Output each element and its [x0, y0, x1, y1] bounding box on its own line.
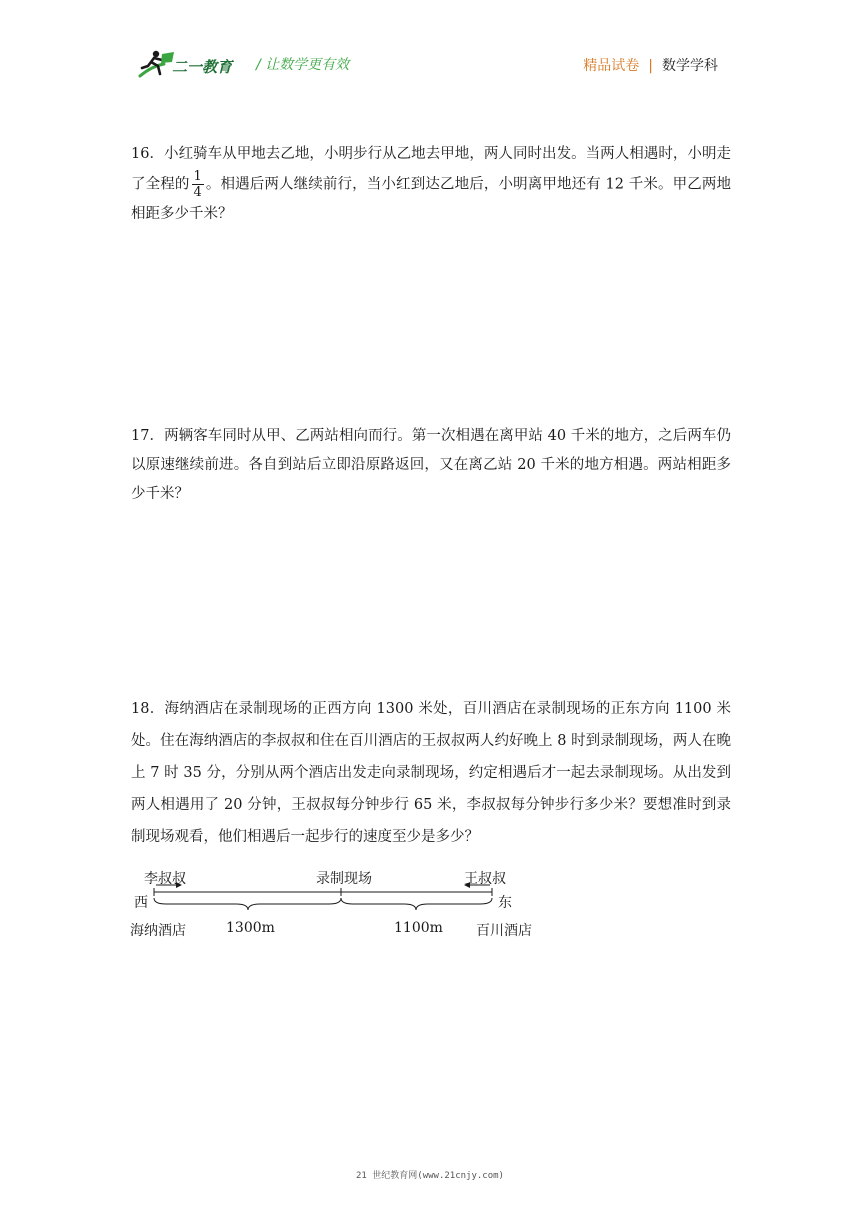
logo-text: 二一教育 — [172, 58, 233, 76]
left-hotel-label: 海纳酒店 — [130, 923, 186, 939]
right-person-label: 王叔叔 — [464, 871, 506, 887]
route-diagram — [126, 862, 546, 952]
page-header — [0, 0, 860, 100]
page-footer: 21 世纪教育网(www.21cnjy.com) — [356, 1171, 504, 1181]
fraction-numerator: 1 — [193, 169, 202, 184]
west-label: 西 — [134, 895, 148, 911]
east-label: 东 — [498, 895, 512, 911]
question-18-text: 18．海纳酒店在录制现场的正西方向 1300 米处，百川酒店在录制现场的正东方向 1100 米处。住在海纳酒店的李叔叔和住在百川酒店的王叔叔两人约好晚上 8 时到录制现场，两人在晚上 7 时 35 分，分别从两个酒店出发走向录制现场，约定相遇后才一起去录制现场。从出发到两人相遇用了 20 分钟，王叔叔每分钟步行 65 米，李叔叔每分钟步行多少米？要想准时到录制现场观看，他们相遇后一起步行的速度至少是多少？ — [131, 701, 731, 845]
right-hotel-label: 百川酒店 — [476, 923, 532, 939]
header-slogan: / 让数学更有效 — [256, 57, 350, 73]
header-right — [583, 55, 718, 75]
question-17-text: 17．两辆客车同时从甲、乙两站相向而行。第一次相遇在离甲站 40 千米的地方，之后两车仍以原速继续前进。各自到站后立即沿原路返回，又在离乙站 20 千米的地方相遇。两站相距多少千米？ — [131, 428, 731, 502]
question-16 — [131, 140, 731, 229]
header-separator: | — [648, 58, 653, 74]
question-16-text — [131, 140, 731, 229]
subject-label: 数学学科 — [662, 58, 718, 74]
center-label: 录制现场 — [316, 871, 372, 887]
left-person-label: 李叔叔 — [144, 871, 186, 887]
question-18 — [131, 693, 731, 853]
question-17 — [131, 422, 731, 509]
right-distance-label: 1100m — [394, 920, 443, 936]
left-distance-label: 1300m — [226, 920, 275, 936]
question-16-text-after: 。相遇后两人继续前行，当小红到达乙地后，小明离甲地还有 12 千米。甲乙两地相距多少千米？ — [131, 176, 732, 222]
question-16-text-before: 16．小红骑车从甲地去乙地，小明步行从乙地去甲地，两人同时出发。当两人相遇时，小明走了全程的 — [131, 146, 731, 193]
fraction-denominator: 4 — [193, 185, 202, 200]
paper-type: 精品试卷 — [583, 58, 640, 74]
fraction-one-quarter — [192, 169, 204, 200]
